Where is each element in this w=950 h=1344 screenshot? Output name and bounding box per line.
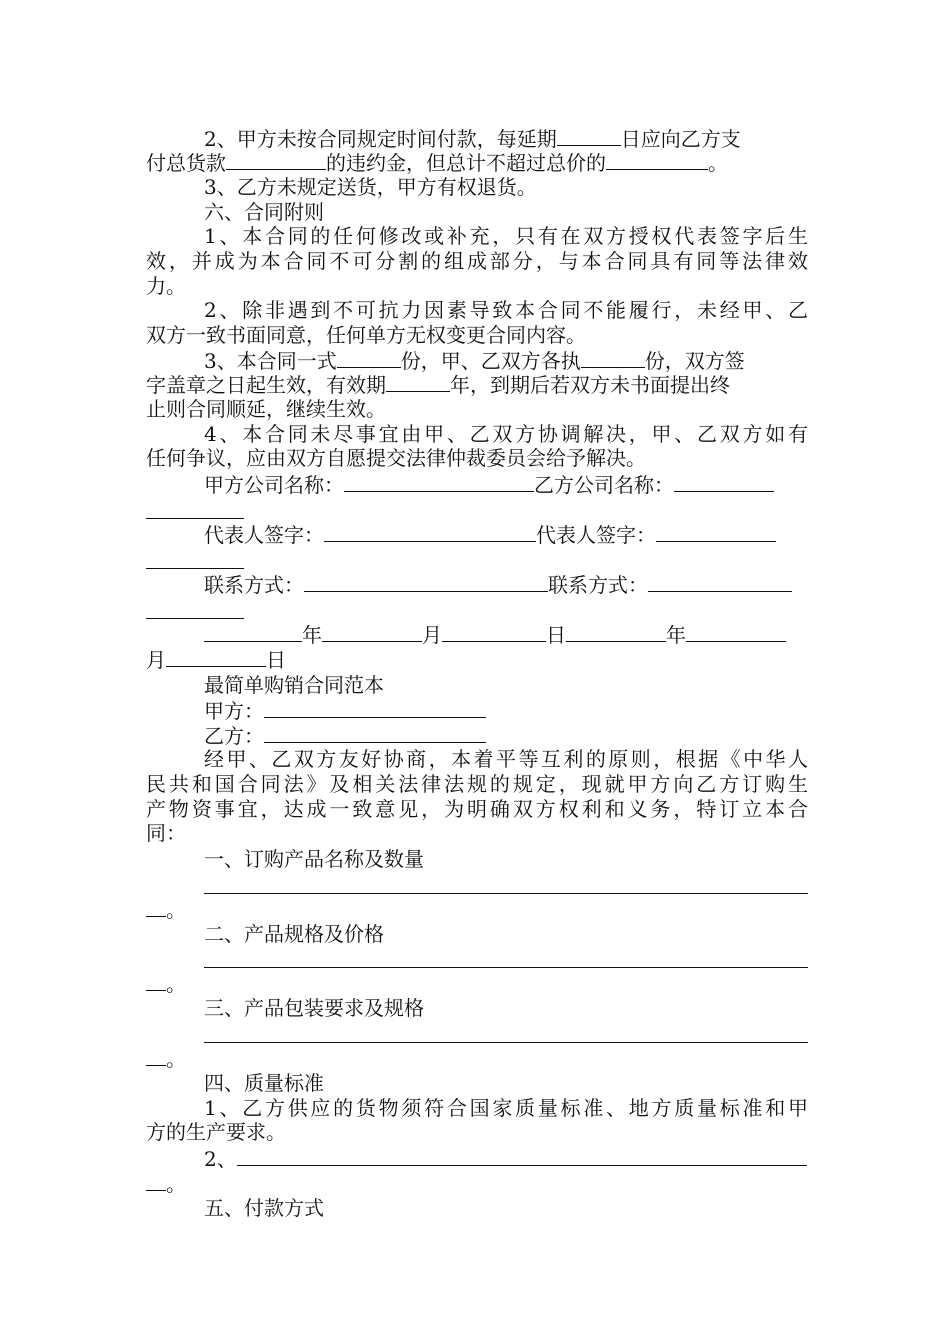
section1-fill-end: 。 bbox=[146, 897, 808, 921]
clause6-item1-line1: 1、本合同的任何修改或补充，只有在双方授权代表签字后生 bbox=[204, 224, 808, 248]
party-b-year-field[interactable] bbox=[566, 622, 666, 642]
section4-heading: 四、质量标准 bbox=[204, 1071, 324, 1095]
party-b-day-field[interactable] bbox=[166, 647, 266, 667]
contract2-title: 最简单购销合同范本 bbox=[204, 673, 384, 697]
party-a-month-field[interactable] bbox=[322, 622, 422, 642]
contract2-intro-line1: 经甲、乙双方友好协商，本着平等互利的原则，根据《中华人 bbox=[204, 747, 808, 771]
section4-item2-field[interactable] bbox=[237, 1146, 807, 1166]
contract2-party-a-field[interactable] bbox=[264, 698, 486, 718]
party-b-contact-field[interactable] bbox=[648, 572, 792, 592]
party-b-contact-label: 联系方式： bbox=[548, 573, 648, 596]
party-b-company-label: 乙方公司名称： bbox=[534, 473, 674, 496]
clause5-item3: 3、乙方未规定送货，甲方有权退货。 bbox=[204, 175, 537, 199]
party-b-rep-field-cont bbox=[146, 568, 244, 569]
contact-row bbox=[204, 572, 808, 596]
clause6-item1-line3: 力。 bbox=[146, 274, 186, 298]
clause6-item3-line2: 字盖章之日起生效，有效期 年，到期后若双方未书面提出终 bbox=[146, 373, 730, 396]
section3-heading: 三、产品包装要求及规格 bbox=[204, 996, 424, 1020]
party-b-rep-field[interactable] bbox=[656, 522, 776, 542]
party-b-company-field[interactable] bbox=[674, 472, 774, 492]
section1-heading: 一、订购产品名称及数量 bbox=[204, 847, 424, 871]
date-row: 年 月 日 年 bbox=[204, 622, 808, 646]
party-a-day-field[interactable] bbox=[442, 622, 546, 642]
clause6-item3-line1: 3、本合同一式 份，甲、乙双方各执 份，双方签 bbox=[204, 349, 745, 372]
clause5-item2-line1: 2、甲方未按合同规定时间付款，每延期 日应向乙方支 bbox=[204, 127, 741, 150]
party-a-contact-label: 联系方式： bbox=[204, 573, 304, 596]
party-b-company-field-cont bbox=[146, 518, 244, 519]
section2-fill-end: 。 bbox=[146, 971, 808, 995]
clause6-item1-line2: 效，并成为本合同不可分割的组成部分，与本合同具有同等法律效 bbox=[146, 249, 808, 273]
date-row-cont: 月 日 bbox=[146, 648, 286, 671]
rep-sign-row bbox=[204, 522, 808, 546]
clause6-item4-line1: 4、本合同未尽事宜由甲、乙双方协调解决，甲、乙双方如有 bbox=[204, 422, 808, 446]
section4-item1-line1: 1、乙方供应的货物须符合国家质量标准、地方质量标准和甲 bbox=[204, 1096, 808, 1120]
party-a-year-field[interactable] bbox=[204, 622, 302, 642]
party-a-company-field[interactable] bbox=[344, 472, 534, 492]
section1-fill-line[interactable] bbox=[204, 893, 808, 894]
contract2-party-b-field[interactable] bbox=[264, 723, 486, 743]
party-a-rep-field[interactable] bbox=[324, 522, 536, 542]
party-a-company-row bbox=[204, 472, 808, 496]
clause6-item4-line2: 任何争议，应由双方自愿提交法律仲裁委员会给予解决。 bbox=[146, 446, 646, 470]
party-b-month-field-part[interactable] bbox=[686, 622, 786, 642]
contract2-intro-line3: 产物资事宜，达成一致意见，为明确双方权利和义务，特订立本合 bbox=[146, 797, 808, 821]
clause6-heading: 六、合同附则 bbox=[204, 200, 324, 224]
party-a-rep-label: 代表人签字： bbox=[204, 523, 324, 546]
contract2-party-a-row: 甲方： bbox=[204, 698, 808, 722]
section4-item1-line2: 方的生产要求。 bbox=[146, 1120, 286, 1144]
party-b-rep-label: 代表人签字： bbox=[536, 523, 656, 546]
clause6-item2-line2: 双方一致书面同意，任何单方无权变更合同内容。 bbox=[146, 323, 586, 347]
contract2-intro-line2: 民共和国合同法》及相关法律法规的规定，现就甲方向乙方订购生 bbox=[146, 772, 808, 796]
clause6-item3-line3: 止则合同顺延，继续生效。 bbox=[146, 397, 386, 421]
clause6-item2-line1: 2、除非遇到不可抗力因素导致本合同不能履行，未经甲、乙 bbox=[204, 298, 808, 322]
section4-item2-end: 。 bbox=[146, 1171, 808, 1195]
party-a-company-label: 甲方公司名称： bbox=[204, 473, 344, 496]
section2-heading: 二、产品规格及价格 bbox=[204, 922, 384, 946]
party-b-contact-field-cont bbox=[146, 618, 244, 619]
section2-fill-line[interactable] bbox=[204, 967, 808, 968]
section3-fill-line[interactable] bbox=[204, 1042, 808, 1043]
party-a-contact-field[interactable] bbox=[304, 572, 548, 592]
clause5-item2-line2: 付总货款 的违约金，但总计不超过总价的 。 bbox=[146, 151, 728, 174]
contract2-intro-line4: 同： bbox=[146, 821, 186, 845]
contract2-party-b-row: 乙方： bbox=[204, 723, 808, 747]
section5-heading: 五、付款方式 bbox=[204, 1196, 324, 1220]
section4-item2-row: 2、 bbox=[204, 1146, 808, 1170]
section3-fill-end: 。 bbox=[146, 1046, 808, 1070]
